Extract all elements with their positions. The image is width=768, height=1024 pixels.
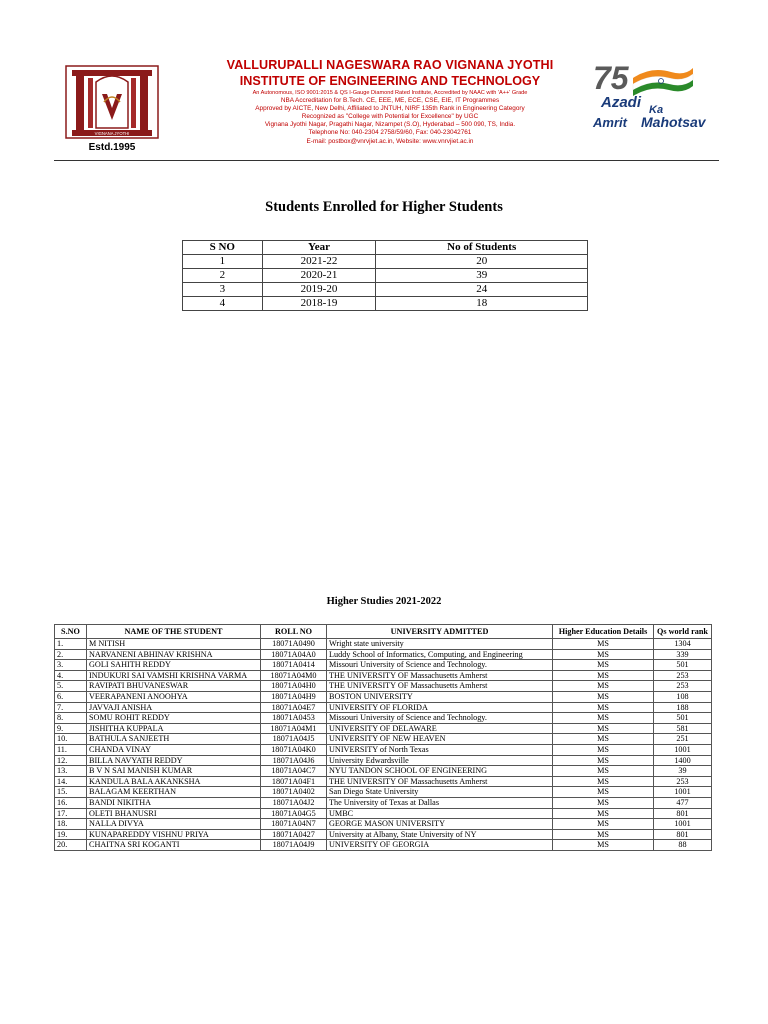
table-cell: 24 <box>376 283 588 297</box>
flag-icon <box>631 66 695 96</box>
table-cell: The University of Texas at Dallas <box>327 797 553 808</box>
table-cell: 18071A0402 <box>261 787 327 798</box>
table-cell: 19. <box>55 829 87 840</box>
table-cell: 17. <box>55 808 87 819</box>
table-cell: 2019-20 <box>262 283 376 297</box>
table-cell: 18071A0453 <box>261 713 327 724</box>
table-cell: 253 <box>654 776 712 787</box>
detail-title: Higher Studies 2021-2022 <box>326 596 442 607</box>
table-cell: 1001 <box>654 819 712 830</box>
table-cell: Wright state university <box>327 639 553 650</box>
table-cell: 9. <box>55 723 87 734</box>
table-cell: MS <box>553 840 654 851</box>
table-cell: San Diego State University <box>327 787 553 798</box>
table-cell: 18071A04H0 <box>261 681 327 692</box>
table-cell: 4. <box>55 670 87 681</box>
table-row <box>183 255 588 269</box>
institute-name-line1: VALLURUPALLI NAGESWARA RAO VIGNANA JYOTHI <box>226 58 554 72</box>
table-header-row <box>183 241 588 255</box>
table-row <box>55 808 712 819</box>
table-cell: MS <box>553 797 654 808</box>
table-row <box>55 639 712 650</box>
table-cell: MS <box>553 702 654 713</box>
table-cell: 253 <box>654 681 712 692</box>
table-row <box>55 723 712 734</box>
info-line: Vignana Jyothi Nagar, Pragathi Nagar, Nizampet (S.O), Hyderabad – 500 090, TS, India. <box>264 121 516 129</box>
table-cell: INDUKURI SAI VAMSHI KRISHNA VARMA <box>87 670 261 681</box>
table-row <box>55 797 712 808</box>
table-cell: 501 <box>654 713 712 724</box>
table-cell: 2. <box>55 649 87 660</box>
table-cell: VEERAPANENI ANOOHYA <box>87 691 261 702</box>
table-cell: 1001 <box>654 744 712 755</box>
table-cell: MS <box>553 829 654 840</box>
table-row <box>55 681 712 692</box>
table-row <box>183 269 588 283</box>
table-cell: MS <box>553 713 654 724</box>
table-cell: 4 <box>183 297 263 311</box>
table-cell: 188 <box>654 702 712 713</box>
table-cell: 18071A04M0 <box>261 670 327 681</box>
table-cell: 477 <box>654 797 712 808</box>
table-cell: MS <box>553 755 654 766</box>
table-row <box>55 660 712 671</box>
table-cell: NYU TANDON SCHOOL OF ENGINEERING <box>327 766 553 777</box>
table-cell: BANDI NIKITHA <box>87 797 261 808</box>
table-cell: 581 <box>654 723 712 734</box>
column-header: Qs world rank <box>654 625 712 639</box>
column-header: NAME OF THE STUDENT <box>87 625 261 639</box>
table-cell: THE UNIVERSITY OF Massachusetts Amherst <box>327 776 553 787</box>
table-cell: 253 <box>654 670 712 681</box>
table-cell: 88 <box>654 840 712 851</box>
table-cell: UNIVERSITY OF GEORGIA <box>327 840 553 851</box>
column-header: ROLL NO <box>261 625 327 639</box>
table-cell: 3. <box>55 660 87 671</box>
table-cell: 108 <box>654 691 712 702</box>
table-cell: 39 <box>654 766 712 777</box>
table-cell: MS <box>553 808 654 819</box>
mahotsav-text: Mahotsav <box>641 114 706 130</box>
table-cell: BATHULA SANJEETH <box>87 734 261 745</box>
table-row <box>55 787 712 798</box>
ka-text: Ka <box>649 104 664 116</box>
table-cell: SOMU ROHIT REDDY <box>87 713 261 724</box>
table-cell: B V N SAI MANISH KUMAR <box>87 766 261 777</box>
column-header: No of Students <box>376 241 588 255</box>
table-cell: UMBC <box>327 808 553 819</box>
column-header: S NO <box>183 241 263 255</box>
table-cell: M NITISH <box>87 639 261 650</box>
table-cell: 1001 <box>654 787 712 798</box>
info-line: NBA Accreditation for B.Tech. CE, EEE, ME, ECE, CSE, EIE, IT Programmes <box>280 97 500 105</box>
table-cell: Missouri University of Science and Technology. <box>327 713 553 724</box>
table-row <box>55 649 712 660</box>
table-cell: 2018-19 <box>262 297 376 311</box>
table-cell: UNIVERSITY OF FLORIDA <box>327 702 553 713</box>
table-cell: Luddy School of Informatics, Computing, and Engineering <box>327 649 553 660</box>
established-year: Estd.1995 <box>88 142 136 153</box>
logo-banner-text: VIGNANA JYOTHI <box>94 131 130 136</box>
table-cell: 18071A0490 <box>261 639 327 650</box>
table-cell: UNIVERSITY OF NEW HEAVEN <box>327 734 553 745</box>
table-cell: 18071A04J2 <box>261 797 327 808</box>
table-cell: MS <box>553 691 654 702</box>
table-cell: 5. <box>55 681 87 692</box>
column-header: Year <box>262 241 376 255</box>
table-cell: THE UNIVERSITY OF Massachusetts Amherst <box>327 670 553 681</box>
table-cell: 18071A0427 <box>261 829 327 840</box>
table-cell: 18071A04K0 <box>261 744 327 755</box>
higher-studies-table <box>54 624 712 851</box>
table-cell: MS <box>553 734 654 745</box>
table-row <box>55 734 712 745</box>
table-cell: 18071A04M1 <box>261 723 327 734</box>
table-cell: NARVANENI ABHINAV KRISHNA <box>87 649 261 660</box>
table-cell: 18071A04J6 <box>261 755 327 766</box>
table-row <box>55 829 712 840</box>
table-row <box>55 670 712 681</box>
summary-table <box>182 240 588 311</box>
table-cell: 20. <box>55 840 87 851</box>
table-row <box>55 691 712 702</box>
table-cell: MS <box>553 819 654 830</box>
table-header-row <box>55 625 712 639</box>
azadi-ka-amrit-mahotsav-logo <box>593 60 713 146</box>
table-cell: BOSTON UNIVERSITY <box>327 691 553 702</box>
table-cell: 1304 <box>654 639 712 650</box>
table-cell: 12. <box>55 755 87 766</box>
table-cell: Missouri University of Science and Technology. <box>327 660 553 671</box>
table-cell: 16. <box>55 797 87 808</box>
summary-title: Students Enrolled for Higher Students <box>265 199 503 215</box>
table-cell: CHANDA VINAY <box>87 744 261 755</box>
institute-info <box>190 58 590 146</box>
info-line: E-mail: postbox@vnrvjiet.ac.in, Website: www.vnrvjiet.ac.in <box>306 137 474 145</box>
header-divider <box>54 160 719 161</box>
table-cell: 10. <box>55 734 87 745</box>
table-cell: 18071A04G5 <box>261 808 327 819</box>
table-cell: 2021-22 <box>262 255 376 269</box>
table-cell: RAVIPATI BHUVANESWAR <box>87 681 261 692</box>
table-cell: 39 <box>376 269 588 283</box>
table-cell: MS <box>553 766 654 777</box>
table-cell: MS <box>553 776 654 787</box>
table-cell: 18071A04C7 <box>261 766 327 777</box>
table-cell: University Edwardsville <box>327 755 553 766</box>
table-cell: 18071A04H9 <box>261 691 327 702</box>
table-cell: 1 <box>183 255 263 269</box>
table-cell: 801 <box>654 829 712 840</box>
table-cell: 20 <box>376 255 588 269</box>
table-cell: MS <box>553 670 654 681</box>
table-cell: 18071A04A0 <box>261 649 327 660</box>
seventy-five-text: 75 <box>593 60 629 96</box>
table-cell: 6. <box>55 691 87 702</box>
table-cell: University at Albany, State University of NY <box>327 829 553 840</box>
table-cell: MS <box>553 744 654 755</box>
table-cell: MS <box>553 660 654 671</box>
column-header: S.NO <box>55 625 87 639</box>
table-row <box>55 776 712 787</box>
table-cell: UNIVERSITY OF DELAWARE <box>327 723 553 734</box>
table-cell: 801 <box>654 808 712 819</box>
table-cell: MS <box>553 649 654 660</box>
table-cell: 2020-21 <box>262 269 376 283</box>
table-cell: KUNAPAREDDY VISHNU PRIYA <box>87 829 261 840</box>
table-cell: 15. <box>55 787 87 798</box>
info-line: Approved by AICTE, New Delhi, Affiliated to JNTUH, NIRF 135th Rank in Engineering Category <box>255 105 525 113</box>
table-cell: MS <box>553 787 654 798</box>
info-line: Recognized as "College with Potential for Excellence" by UGC <box>301 113 479 121</box>
table-cell: MS <box>553 639 654 650</box>
table-row <box>55 766 712 777</box>
table-cell: CHAITNA SRI KOGANTI <box>87 840 261 851</box>
table-cell: 13. <box>55 766 87 777</box>
table-row <box>55 840 712 851</box>
table-row <box>55 702 712 713</box>
info-line: An Autonomous, ISO 9001:2015 & QS I-Gauge Diamond Rated Institute, Accredited by NAAC with 'A++' Grade <box>252 90 528 96</box>
table-cell: UNIVERSITY of North Texas <box>327 744 553 755</box>
table-cell: 18 <box>376 297 588 311</box>
azadi-text: Azadi <box>601 94 642 111</box>
table-cell: 18071A04J5 <box>261 734 327 745</box>
table-cell: 1. <box>55 639 87 650</box>
table-cell: 18071A04F1 <box>261 776 327 787</box>
table-row <box>55 819 712 830</box>
table-cell: 11. <box>55 744 87 755</box>
column-header: Higher Education Details <box>553 625 654 639</box>
table-cell: JAVVAJI ANISHA <box>87 702 261 713</box>
column-header: UNIVERSITY ADMITTED <box>327 625 553 639</box>
table-cell: KANDULA BALA AKANKSHA <box>87 776 261 787</box>
table-cell: 3 <box>183 283 263 297</box>
table-cell: JISHITHA KUPPALA <box>87 723 261 734</box>
table-cell: 18. <box>55 819 87 830</box>
table-cell: 501 <box>654 660 712 671</box>
table-cell: OLETI BHANUSRI <box>87 808 261 819</box>
table-cell: 2 <box>183 269 263 283</box>
table-row <box>55 744 712 755</box>
table-cell: 18071A04J9 <box>261 840 327 851</box>
letterhead <box>0 0 768 162</box>
table-row <box>183 297 588 311</box>
table-cell: 1400 <box>654 755 712 766</box>
table-cell: 18071A0414 <box>261 660 327 671</box>
table-cell: GOLI SAHITH REDDY <box>87 660 261 671</box>
table-row <box>55 713 712 724</box>
table-cell: MS <box>553 723 654 734</box>
table-cell: NALLA DIVYA <box>87 819 261 830</box>
info-line: Telephone No: 040-2304 2758/59/60, Fax: 040-23042761 <box>308 129 472 137</box>
table-cell: 14. <box>55 776 87 787</box>
table-cell: 251 <box>654 734 712 745</box>
table-cell: BALAGAM KEERTHAN <box>87 787 261 798</box>
table-cell: 7. <box>55 702 87 713</box>
table-cell: MS <box>553 681 654 692</box>
institute-name-line2: INSTITUTE OF ENGINEERING AND TECHNOLOGY <box>239 74 541 88</box>
amrit-text: Amrit <box>593 115 627 130</box>
table-cell: 18071A04N7 <box>261 819 327 830</box>
table-cell: GEORGE MASON UNIVERSITY <box>327 819 553 830</box>
table-cell: 8. <box>55 713 87 724</box>
table-row <box>55 755 712 766</box>
table-cell: BILLA NAVYATH REDDY <box>87 755 261 766</box>
table-cell: 18071A04E7 <box>261 702 327 713</box>
table-cell: THE UNIVERSITY OF Massachusetts Amherst <box>327 681 553 692</box>
table-cell: 339 <box>654 649 712 660</box>
table-row <box>183 283 588 297</box>
